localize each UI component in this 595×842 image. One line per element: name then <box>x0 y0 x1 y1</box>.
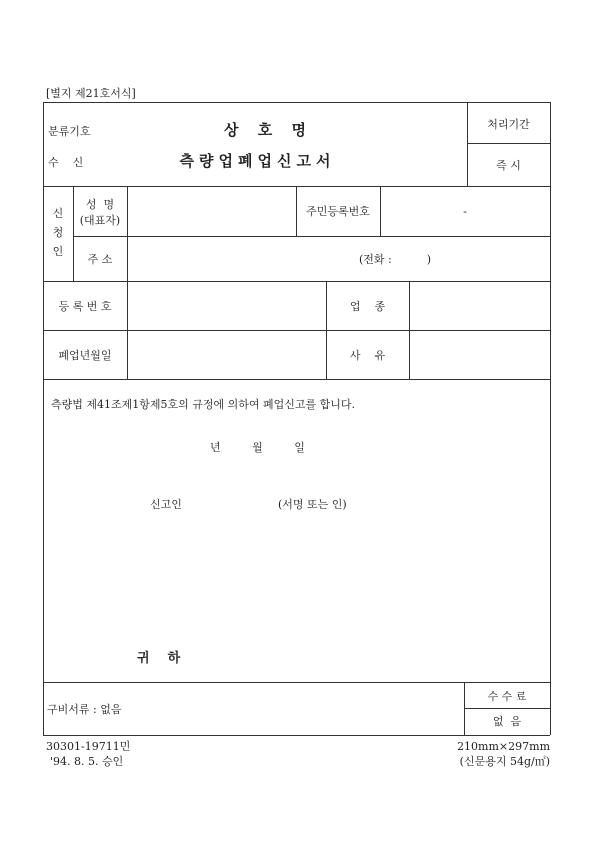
date-line: 년 월 일 <box>210 441 305 454</box>
reporter-signature-field[interactable] <box>190 494 270 514</box>
applicant-section-label-2: 청 <box>52 226 64 239</box>
reason-field[interactable] <box>410 331 549 378</box>
registration-number-field[interactable] <box>128 282 325 329</box>
paper-size: 210mm×297mm <box>457 740 550 753</box>
name-label: 성 명 <box>85 198 115 211</box>
reporter-label: 신고인 <box>150 498 182 511</box>
business-type-field[interactable] <box>410 282 549 329</box>
processing-period-label: 처리기간 <box>487 118 530 131</box>
declaration-statement: 측량법 제41조제1항제5호의 규정에 의하여 폐업신고를 합니다. <box>51 398 355 411</box>
processing-period-value: 즉 시 <box>496 159 521 172</box>
applicant-section-label-1: 신 <box>52 207 64 220</box>
signature-label: (서명 또는 인) <box>278 498 347 511</box>
classification-label: 분류기호 <box>48 125 91 138</box>
business-type-label: 업 종 <box>349 300 386 313</box>
form-number-tag: [별지 제21호서식] <box>46 87 136 100</box>
closure-date-label: 폐업년월일 <box>58 349 112 362</box>
representative-label: (대표자) <box>79 214 121 227</box>
form-code: 30301-19711민 <box>46 740 131 753</box>
resident-number-label: 주민등록번호 <box>306 205 370 218</box>
address-label: 주 소 <box>87 253 113 266</box>
resident-number-field[interactable] <box>381 187 549 235</box>
approval-date: '94. 8. 5. 승인 <box>50 755 124 768</box>
form-title: 측량업폐업신고서 <box>179 152 336 170</box>
name-field[interactable] <box>128 187 295 235</box>
recipient-label: 수 신 <box>48 156 84 169</box>
paper-type: (신문용지 54g/㎡) <box>459 755 550 768</box>
registration-number-label: 등 록 번 호 <box>58 300 112 313</box>
company-name-heading: 상 호 명 <box>224 121 306 139</box>
resident-number-dash: - <box>463 205 467 218</box>
applicant-section-label-3: 인 <box>52 245 64 258</box>
addressee-label: 귀 하 <box>137 651 181 666</box>
address-field[interactable] <box>128 237 549 280</box>
required-documents-label: 구비서류 : 없음 <box>47 703 122 716</box>
closure-date-field[interactable] <box>128 331 325 378</box>
phone-label: (전화 : ) <box>359 253 432 266</box>
fee-value: 없 음 <box>492 715 522 728</box>
reason-label: 사 유 <box>349 349 386 362</box>
fee-label: 수 수 료 <box>487 690 527 703</box>
